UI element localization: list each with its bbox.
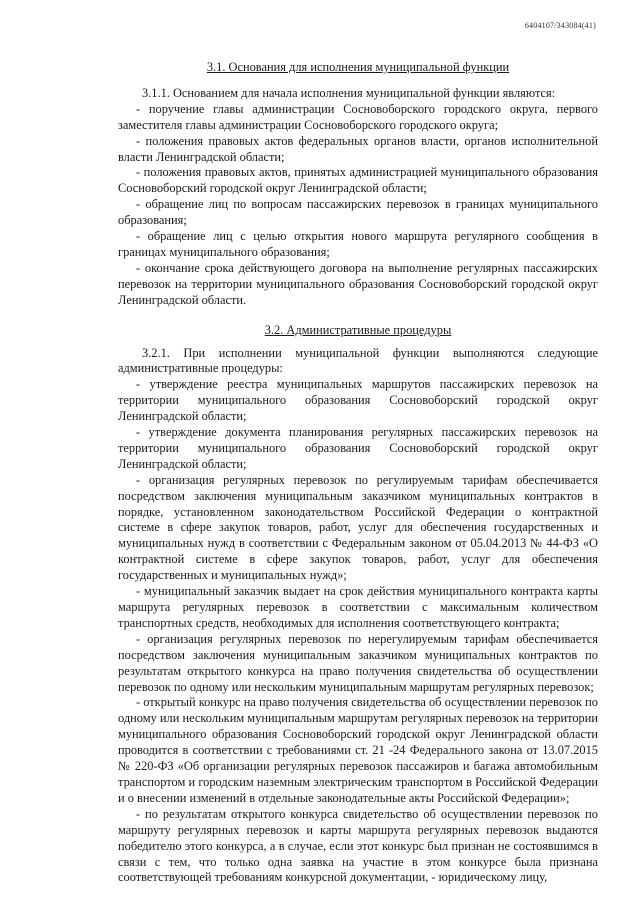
list-item: - обращение лиц с целью открытия нового маршрута регулярного сообщения в границах муниципального образования; [118,229,598,259]
list-item: - организация регулярных перевозок по нерегулируемым тарифам обеспечивается посредством заключения муниципальным заказчиком муниципальных контрактов по результатам открытого конкурса на право получения свидетельства об осуществлении перевозок по одному или нескольким муниципальным маршрутам регулярных перевозок; [118,631,598,694]
section-3-1-1-intro: 3.1.1. Основанием для начала исполнения муниципальной функции являются: [142,85,556,100]
section-heading-3-2: 3.2. Административные процедуры [264,322,452,337]
document-body [118,60,598,886]
list-item: - утверждение реестра муниципальных маршрутов пассажирских перевозок на территории муниципального образования Сосновоборский городской округ Ленинградской области; [118,377,598,424]
section-heading-3-1: 3.1. Основания для исполнения муниципальной функции [206,60,510,74]
list-item: - утверждение документа планирования регулярных пассажирских перевозок на территории муниципального образования Сосновоборский городской округ Ленинградской области; [118,425,598,471]
list-item: - по результатам открытого конкурса свидетельство об осуществлении перевозок по маршруту регулярных перевозок и карты маршрута регулярных перевозок выдаются победителю этого конкурса, а в случае, если этот конкурс был признан не состоявшимся в связи с тем, что только одна заявка на участие в этом конкурсе была признана соответствующей требованиям конкурсной документации, - юридическому лицу, [118,806,598,885]
list-item: - обращение лиц по вопросам пассажирских перевозок в границах муниципального образования; [118,197,598,228]
list-item: - окончание срока действующего договора на выполнение регулярных пассажирских перевозок на территории муниципального образования Сосновоборский городской округ Ленинградской области. [118,260,598,307]
list-item: - муниципальный заказчик выдает на срок действия муниципального контракта карты маршрута регулярных перевозок в соответствии с максимальным количеством транспортных средств, необходимых для исполнения соответствующего контракта; [118,584,598,630]
list-item: - поручение главы администрации Сосновоборского городского округа, первого заместителя главы администрации Сосновоборского городского округа; [118,101,598,132]
list-item: - открытый конкурс на право получения свидетельства об осуществлении перевозок по одному или нескольким муниципальным маршрутам регулярных перевозок на территории муниципального образования Сосновоборский городской округ Ленинградской области проводится в соответствии с требованиями ст. 21 -24 Федерального закона от 13.07.2015 № 220-ФЗ «Об организации регулярных перевозок пассажиров и багажа автомобильным транспортом и городским наземным электрическим транспортом в Российской Федерации и о внесении изменений в отдельные законодательные акты Российской Федерации»; [118,695,598,805]
section-3-2-1-intro: 3.2.1. При исполнении муниципальной функции выполняются следующие административные процедуры: [118,345,598,376]
list-item: - организация регулярных перевозок по регулируемым тарифам обеспечивается посредством заключения муниципальным заказчиком муниципальных контрактов в порядке, установленном законодательством Российской Федерации о контрактной системе в сфере закупок товаров, работ, услуг для обеспечения государственных и муниципальных нужд в соответствии с Федеральным законом от 05.04.2013 № 44-ФЗ «О контрактной системе в сфере закупок товаров, работ, услуг для обеспечения государственных и муниципальных нужд»; [118,472,598,583]
list-item: - положения правовых актов, принятых администрацией муниципального образования Сосновоборский городской округ Ленинградской области; [118,165,598,196]
list-item: - положения правовых актов федеральных органов власти, органов исполнительной власти Ленинградской области; [118,133,598,164]
document-id: 6404107/343084(41) [524,21,596,30]
